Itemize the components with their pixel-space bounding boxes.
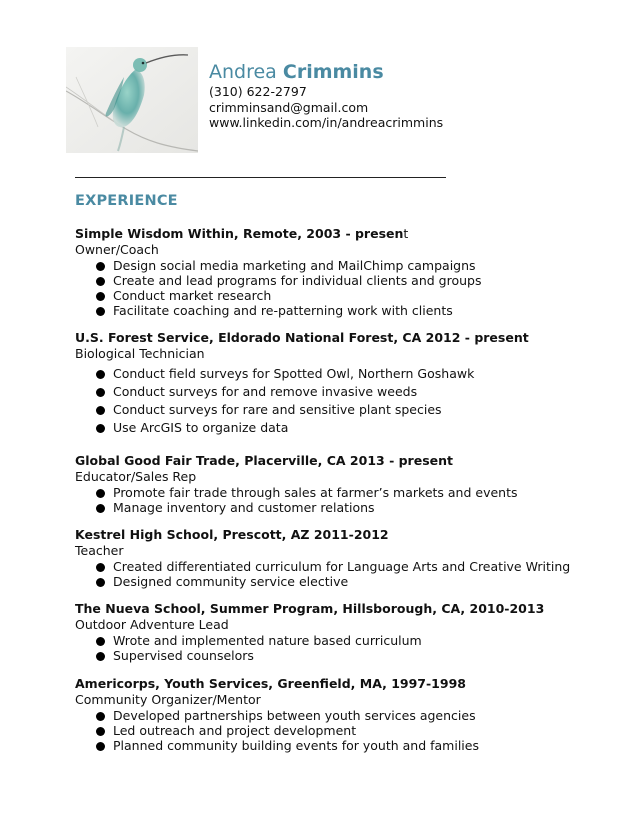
bullet-text: Facilitate coaching and re-patterning work with clients <box>113 303 453 318</box>
bullet-text: Conduct surveys for and remove invasive weeds <box>113 384 418 399</box>
bullet-icon <box>96 388 105 397</box>
bullet-text: Design social media marketing and MailChimp campaigns <box>113 258 476 273</box>
bullet-icon <box>96 262 105 271</box>
bullet-text: Conduct market research <box>113 288 272 303</box>
bullet-text: Wrote and implemented nature based curriculum <box>113 633 422 648</box>
job-role: Teacher <box>75 543 124 558</box>
bullet-text: Supervised counselors <box>113 648 254 663</box>
bullet-item <box>75 723 615 738</box>
email-address: crimminsand@gmail.com <box>209 99 369 115</box>
job-title <box>75 226 615 242</box>
last-name: Crimmins <box>282 61 384 83</box>
bullet-item <box>75 574 615 589</box>
bullet-icon <box>96 424 105 433</box>
job-title: Global Good Fair Trade, Placerville, CA 2013 - present <box>75 453 453 468</box>
bullet-icon <box>96 277 105 286</box>
bullet-item <box>75 500 615 515</box>
header-divider <box>75 177 446 178</box>
job-role: Owner/Coach <box>75 242 159 257</box>
job-role: Community Organizer/Mentor <box>75 692 261 707</box>
bullet-text: Designed community service elective <box>113 574 349 589</box>
bullet-item <box>75 273 615 288</box>
phone-number: (310) 622-2797 <box>209 84 307 99</box>
bullet-text: Conduct surveys for rare and sensitive plant species <box>113 402 442 417</box>
bullet-text: Developed partnerships between youth services agencies <box>113 708 476 723</box>
job-bullets <box>75 258 615 318</box>
bullet-icon <box>96 292 105 301</box>
bullet-item <box>75 633 615 648</box>
bullet-item <box>75 419 615 437</box>
linkedin-url: www.linkedin.com/in/andreacrimmins <box>209 115 444 130</box>
bullet-item <box>75 365 615 383</box>
bullet-text: Promote fair trade through sales at farmer’s markets and events <box>113 485 518 500</box>
bullet-item <box>75 559 615 574</box>
job-title: U.S. Forest Service, Eldorado National Forest, CA 2012 - present <box>75 330 529 345</box>
bullet-text: Create and lead programs for individual clients and groups <box>113 273 482 288</box>
job-title: The Nueva School, Summer Program, Hillsborough, CA, 2010-2013 <box>75 601 545 616</box>
first-name: Andrea <box>209 61 277 83</box>
job-role: Educator/Sales Rep <box>75 469 197 484</box>
bullet-item <box>75 383 615 401</box>
job-role: Outdoor Adventure Lead <box>75 617 229 632</box>
contact-header <box>209 60 443 131</box>
bullet-text: Manage inventory and customer relations <box>113 500 375 515</box>
job-entry <box>75 226 615 318</box>
experience-heading: EXPERIENCE <box>75 193 178 209</box>
bullet-icon <box>96 652 105 661</box>
bullet-icon <box>96 563 105 572</box>
bullet-item <box>75 401 615 419</box>
job-title: Americorps, Youth Services, Greenfield, MA, 1997-1998 <box>75 676 466 691</box>
bullet-icon <box>96 504 105 513</box>
bullet-icon <box>96 712 105 721</box>
bullet-text: Planned community building events for youth and families <box>113 738 479 753</box>
bullet-text: Created differentiated curriculum for Language Arts and Creative Writing <box>113 559 571 574</box>
bullet-icon <box>96 727 105 736</box>
bullet-icon <box>96 742 105 751</box>
job-entry <box>75 676 615 753</box>
bullet-icon <box>96 637 105 646</box>
job-bullets <box>75 708 615 753</box>
bullet-item <box>75 485 615 500</box>
bullet-item <box>75 738 615 753</box>
job-title: Kestrel High School, Prescott, AZ 2011-2012 <box>75 527 389 542</box>
bullet-text: Conduct field surveys for Spotted Owl, Northern Goshawk <box>113 366 475 381</box>
job-bullets <box>75 633 615 663</box>
bullet-text: Led outreach and project development <box>113 723 357 738</box>
job-title-tail: t <box>403 226 409 241</box>
bullet-item <box>75 303 615 318</box>
job-bullets <box>75 559 615 589</box>
bullet-item <box>75 288 615 303</box>
bullet-icon <box>96 370 105 379</box>
bullet-icon <box>96 578 105 587</box>
job-bullets <box>75 365 615 437</box>
job-entry <box>75 453 615 515</box>
job-bullets <box>75 485 615 515</box>
job-title-text: Simple Wisdom Within, Remote, 2003 - presen <box>75 226 404 241</box>
job-entry <box>75 330 615 437</box>
bullet-icon <box>96 489 105 498</box>
bullet-text: Use ArcGIS to organize data <box>113 420 289 435</box>
job-entry <box>75 601 615 663</box>
job-role: Biological Technician <box>75 346 205 361</box>
candidate-name <box>209 60 443 84</box>
bullet-item <box>75 708 615 723</box>
hummingbird-watercolor-icon <box>66 47 198 153</box>
bullet-icon <box>96 307 105 316</box>
bullet-icon <box>96 406 105 415</box>
bullet-item <box>75 258 615 273</box>
job-entry <box>75 527 615 589</box>
bullet-item <box>75 648 615 663</box>
